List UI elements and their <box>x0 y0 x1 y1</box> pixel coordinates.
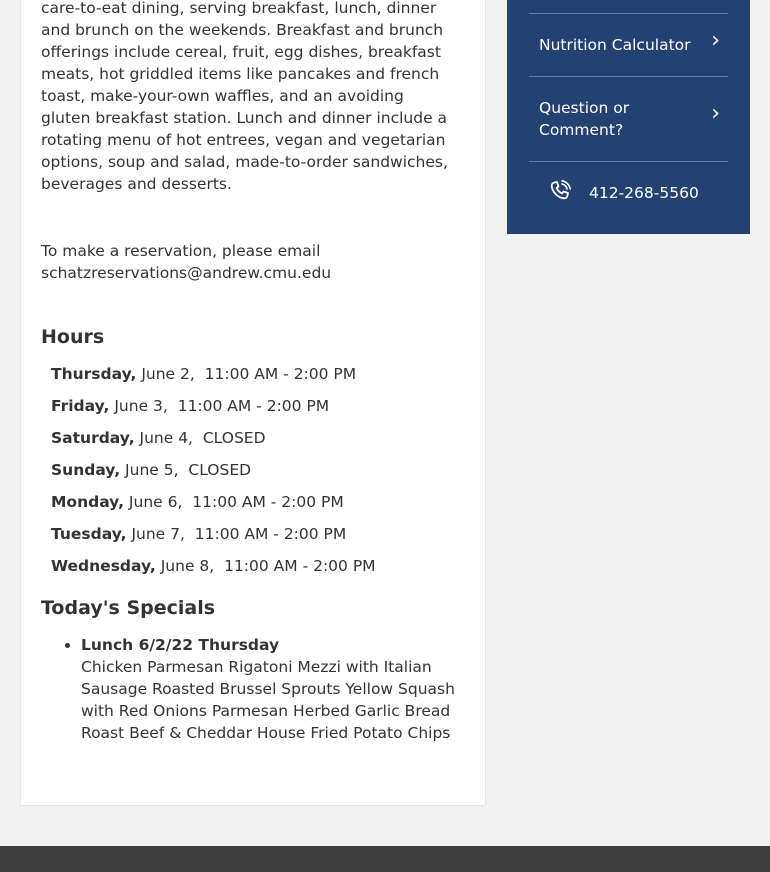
hours-day: Saturday, <box>51 429 135 447</box>
hours-heading: Hours <box>41 326 105 348</box>
chevron-right-icon: › <box>711 101 720 126</box>
hours-day: Thursday, <box>51 365 137 383</box>
hours-row <box>51 555 376 587</box>
specials-list <box>61 634 466 744</box>
question-comment-label: Question or Comment? <box>539 99 630 139</box>
nutrition-calculator-label: Nutrition Calculator <box>539 36 691 54</box>
hours-list <box>51 363 376 587</box>
special-menu: Chicken Parmesan Rigatoni Mezzi with Italian Sausage Roasted Brussel Sprouts Yellow Squash with Red Onions Parmesan Herbed Garlic Bread Roast Beef & Cheddar House Fried Potato Chips <box>81 658 455 742</box>
phone-number: 412-268-5560 <box>589 184 699 202</box>
hours-day: Wednesday, <box>51 557 156 575</box>
hours-day: Sunday, <box>51 461 121 479</box>
special-title: • Lunch 6/2/22 Thursday <box>81 636 280 654</box>
hours-day: Monday, <box>51 493 124 511</box>
hours-date: June 3, <box>114 397 168 415</box>
hours-date: June 7, <box>131 525 185 543</box>
nutrition-calculator-link[interactable] <box>529 14 728 77</box>
chevron-right-icon: › <box>711 28 720 53</box>
hours-time: 11:00 AM - 2:00 PM <box>194 525 347 543</box>
hours-time: 11:00 AM - 2:00 PM <box>204 365 357 383</box>
site-footer <box>0 846 770 872</box>
hours-date: June 8, <box>160 557 215 575</box>
location-description: care-to-eat dining, serving breakfast, lunch, dinner and brunch on the weekends. Breakfast and brunch offerings include cereal, fruit, egg dishes, breakfast meats, hot griddled items like pancakes and french toast, make-your-own waffles, and an avoiding gluten breakfast station. Lunch and dinner include a rotating menu of hot entrees, vegan and vegetarian options, soup and salad, made-to-order sandwiches, beverages and desserts. <box>41 0 448 193</box>
hours-time: 11:00 AM - 2:00 PM <box>177 397 330 415</box>
hours-date: June 5, <box>125 461 179 479</box>
special-item <box>81 634 466 744</box>
hours-row <box>51 491 376 523</box>
phone-icon <box>548 179 572 203</box>
sidebar-panel <box>507 0 750 234</box>
hours-row <box>51 523 376 555</box>
hours-row <box>51 395 376 427</box>
hours-date: June 4, <box>139 429 193 447</box>
hours-date: June 6, <box>128 493 183 511</box>
hours-day: Tuesday, <box>51 525 127 543</box>
reservation-info: To make a reservation, please email schatzreservations@andrew.cmu.edu <box>41 242 332 282</box>
hours-row <box>51 427 376 459</box>
hours-time: CLOSED <box>202 429 266 447</box>
sidebar-divider-top <box>529 0 728 14</box>
hours-date: June 2, <box>141 365 195 383</box>
hours-row <box>51 363 376 395</box>
question-comment-link[interactable] <box>529 77 728 162</box>
specials-heading: Today's Specials <box>41 597 216 619</box>
hours-day: Friday, <box>51 397 110 415</box>
hours-time: 11:00 AM - 2:00 PM <box>224 557 376 575</box>
hours-time: CLOSED <box>188 461 252 479</box>
hours-time: 11:00 AM - 2:00 PM <box>192 493 344 511</box>
hours-row <box>51 459 376 491</box>
